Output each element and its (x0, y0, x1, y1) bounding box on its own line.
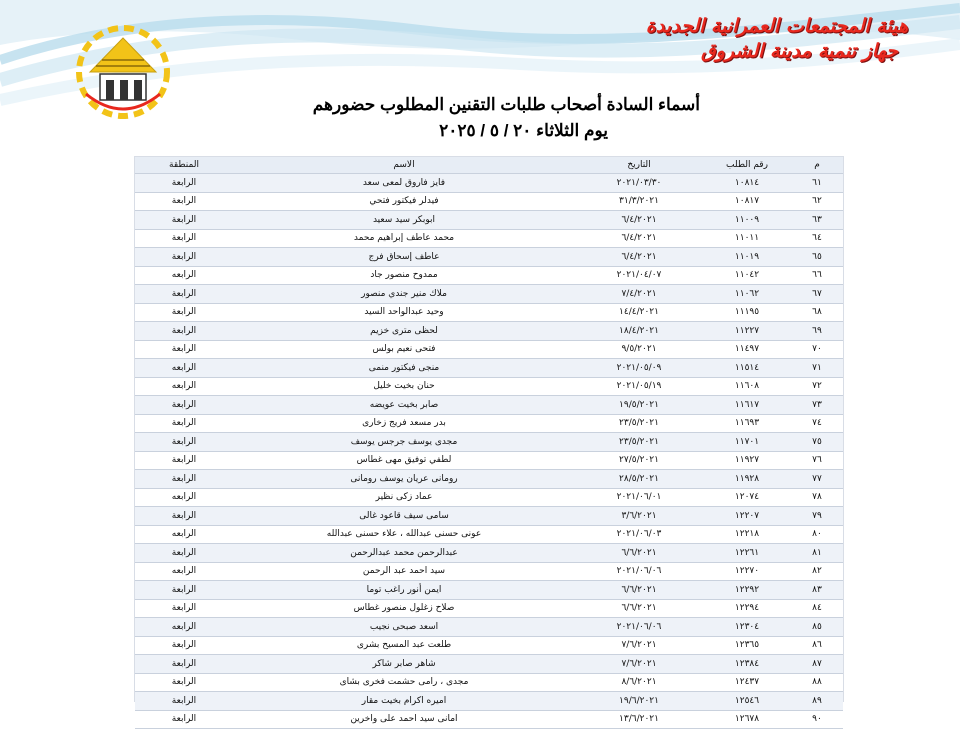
table-row (135, 710, 843, 729)
cell-zone: الرابعة (135, 285, 233, 304)
cell-num: ٨٦ (791, 636, 843, 655)
cell-date: ٨/٦/٢٠٢١ (575, 673, 703, 692)
cell-num: ٧٧ (791, 470, 843, 489)
cell-name: عماد زكى نظير (233, 488, 575, 507)
cell-num: ٧١ (791, 359, 843, 378)
cell-request: ١٢٢٩٤ (703, 599, 791, 618)
cell-date: ٦/٤/٢٠٢١ (575, 248, 703, 267)
cell-zone: الرابعة (135, 655, 233, 674)
cell-zone: الرابعة (135, 581, 233, 600)
cell-num: ٧٠ (791, 340, 843, 359)
table-row (135, 266, 843, 285)
table-row (135, 488, 843, 507)
cell-name: حنان بخيت خليل (233, 377, 575, 396)
cell-name: ممدوح منصور جاد (233, 266, 575, 285)
cell-zone: الرابعة (135, 340, 233, 359)
cell-num: ٦٨ (791, 303, 843, 322)
cell-request: ١١٩٢٧ (703, 451, 791, 470)
table-row (135, 507, 843, 526)
cell-zone: الرابعة (135, 248, 233, 267)
cell-num: ٨٥ (791, 618, 843, 637)
cell-date: ٩/٥/٢٠٢١ (575, 340, 703, 359)
cell-date: ١٩/٥/٢٠٢١ (575, 396, 703, 415)
header-request: رقم الطلب (703, 157, 791, 174)
cell-date: ٢٧/٥/٢٠٢١ (575, 451, 703, 470)
cell-request: ١٢٢٦١ (703, 544, 791, 563)
organization-name: هيئة المجتمعات العمرانية الجديدة (645, 15, 908, 37)
table-row (135, 285, 843, 304)
cell-zone: الرابعه (135, 525, 233, 544)
cell-num: ٧٣ (791, 396, 843, 415)
cell-name: وحيد عبدالواحد السيد (233, 303, 575, 322)
cell-date: ٢٠٢١/٠٥/١٩ (575, 377, 703, 396)
cell-name: ابوبكر سيد سعيد (233, 211, 575, 230)
table-row (135, 692, 843, 711)
table-row (135, 377, 843, 396)
cell-date: ٣/٦/٢٠٢١ (575, 507, 703, 526)
title-date-line: يوم الثلاثاء ٢٠ / ٥ / ٢٠٢٥ (439, 121, 608, 140)
cell-request: ١٢٢٧٠ (703, 562, 791, 581)
cell-name: صلاح زغلول منصور غطاس (233, 599, 575, 618)
table-row (135, 451, 843, 470)
header-num: م (791, 157, 843, 174)
cell-date: ٦/٦/٢٠٢١ (575, 581, 703, 600)
cell-date: ٢٠٢١/٠٥/٠٩ (575, 359, 703, 378)
table-row (135, 192, 843, 211)
cell-num: ٨٩ (791, 692, 843, 711)
cell-zone: الرابعه (135, 377, 233, 396)
cell-name: فيدلر فيكتور فتحي (233, 192, 575, 211)
table-row (135, 340, 843, 359)
cell-num: ٧٨ (791, 488, 843, 507)
cell-num: ٧٥ (791, 433, 843, 452)
cell-zone: الرابعة (135, 414, 233, 433)
cell-date: ٢٠٢١/٠٦/٠٣ (575, 525, 703, 544)
cell-num: ٦٧ (791, 285, 843, 304)
cell-name: لحظى مترى خزيم (233, 322, 575, 341)
cell-date: ٧/٤/٢٠٢١ (575, 285, 703, 304)
cell-zone: الرابعة (135, 396, 233, 415)
cell-name: ملاك منير جندي منصور (233, 285, 575, 304)
cell-num: ٦٦ (791, 266, 843, 285)
cell-name: ايمن أنور راغب توما (233, 581, 575, 600)
cell-request: ١١٢٢٧ (703, 322, 791, 341)
cell-zone: الرابعه (135, 562, 233, 581)
cell-num: ٩٠ (791, 710, 843, 729)
cell-zone: الرابعة (135, 451, 233, 470)
cell-zone: الرابعه (135, 266, 233, 285)
cell-date: ٧/٦/٢٠٢١ (575, 636, 703, 655)
cell-name: مجدى ، رامى حشمت فخرى بشاى (233, 673, 575, 692)
cell-request: ١٠٨١٧ (703, 192, 791, 211)
cell-date: ٦/٦/٢٠٢١ (575, 599, 703, 618)
cell-num: ٨٢ (791, 562, 843, 581)
cell-request: ١٢٣٦٥ (703, 636, 791, 655)
cell-zone: الرابعة (135, 507, 233, 526)
cell-date: ٦/٤/٢٠٢١ (575, 229, 703, 248)
cell-date: ٢٣/٥/٢٠٢١ (575, 414, 703, 433)
cell-zone: الرابعة (135, 322, 233, 341)
cell-zone: الرابعة (135, 229, 233, 248)
cell-name: اميره اكرام بخيت مقار (233, 692, 575, 711)
cell-zone: الرابعه (135, 359, 233, 378)
cell-num: ٨٣ (791, 581, 843, 600)
cell-request: ١١٠٦٢ (703, 285, 791, 304)
cell-num: ٧٤ (791, 414, 843, 433)
cell-num: ٨١ (791, 544, 843, 563)
cell-num: ٦١ (791, 174, 843, 193)
cell-request: ١١٠١٩ (703, 248, 791, 267)
document-title (200, 92, 700, 144)
attendees-table (135, 157, 843, 729)
cell-request: ١٢٥٤٦ (703, 692, 791, 711)
table-row (135, 618, 843, 637)
cell-request: ١١٧٠١ (703, 433, 791, 452)
cell-zone: الرابعة (135, 211, 233, 230)
table-row (135, 229, 843, 248)
cell-name: منجى فيكتور منمى (233, 359, 575, 378)
cell-zone: الرابعة (135, 599, 233, 618)
cell-request: ١١٦١٧ (703, 396, 791, 415)
table-row (135, 414, 843, 433)
cell-date: ٢٠٢١/٠٤/٠٧ (575, 266, 703, 285)
cell-name: عاطف إسحاق فرج (233, 248, 575, 267)
cell-date: ٢٠٢١/٠٦/٠٦ (575, 618, 703, 637)
cell-num: ٦٩ (791, 322, 843, 341)
cell-request: ١٠٨١٤ (703, 174, 791, 193)
cell-num: ٦٤ (791, 229, 843, 248)
header-name: الاسم (233, 157, 575, 174)
cell-date: ١٣/٦/٢٠٢١ (575, 710, 703, 729)
cell-name: اسعد صبحى نجيب (233, 618, 575, 637)
cell-zone: الرابعه (135, 488, 233, 507)
table-row (135, 581, 843, 600)
cell-num: ٨٧ (791, 655, 843, 674)
cell-request: ١٢٣٠٤ (703, 618, 791, 637)
attendees-table-container (134, 156, 844, 725)
header-zone: المنطقة (135, 157, 233, 174)
cell-num: ٧٦ (791, 451, 843, 470)
cell-zone: الرابعة (135, 544, 233, 563)
cell-request: ١١٠٠٩ (703, 211, 791, 230)
cell-request: ١١٤٩٧ (703, 340, 791, 359)
cell-date: ١٤/٤/٢٠٢١ (575, 303, 703, 322)
cell-date: ٢٨/٥/٢٠٢١ (575, 470, 703, 489)
cell-request: ١١٦٠٨ (703, 377, 791, 396)
cell-date: ٢٣/٥/٢٠٢١ (575, 433, 703, 452)
cell-request: ١٢٤٣٧ (703, 673, 791, 692)
cell-request: ١٢٦٧٨ (703, 710, 791, 729)
cell-request: ١١٥١٤ (703, 359, 791, 378)
cell-zone: الرابعة (135, 470, 233, 489)
cell-num: ٨٨ (791, 673, 843, 692)
cell-date: ٧/٦/٢٠٢١ (575, 655, 703, 674)
organization-header (468, 14, 908, 64)
cell-request: ١١٩٢٨ (703, 470, 791, 489)
cell-num: ٨٤ (791, 599, 843, 618)
cell-request: ١٢٢٩٢ (703, 581, 791, 600)
cell-num: ٦٥ (791, 248, 843, 267)
table-row (135, 636, 843, 655)
table-row (135, 433, 843, 452)
cell-num: ٧٩ (791, 507, 843, 526)
cell-num: ٦٣ (791, 211, 843, 230)
cell-name: لطفي توفيق مهى غطاس (233, 451, 575, 470)
cell-date: ٣١/٣/٢٠٢١ (575, 192, 703, 211)
table-row (135, 359, 843, 378)
cell-name: بدر مسعد فريج زخارى (233, 414, 575, 433)
cell-name: صابر بخيت عويضه (233, 396, 575, 415)
cell-num: ٧٢ (791, 377, 843, 396)
table-header-row (135, 157, 843, 174)
table-row (135, 544, 843, 563)
city-authority-name: جهاز تنمية مدينة الشروق (700, 40, 898, 62)
cell-name: مجدى يوسف جرجس يوسف (233, 433, 575, 452)
cell-request: ١١٠١١ (703, 229, 791, 248)
table-row (135, 174, 843, 193)
cell-date: ٦/٦/٢٠٢١ (575, 544, 703, 563)
cell-zone: الرابعة (135, 692, 233, 711)
cell-name: رومانى عريان يوسف رومانى (233, 470, 575, 489)
table-row (135, 248, 843, 267)
cell-request: ١٢٠٧٤ (703, 488, 791, 507)
title-line-1: أسماء السادة أصحاب طلبات التقنين المطلوب حضورهم (312, 95, 700, 114)
cell-date: ١٩/٦/٢٠٢١ (575, 692, 703, 711)
cell-name: سامى سيف قاعود غالى (233, 507, 575, 526)
header-date: التاريخ (575, 157, 703, 174)
cell-request: ١١٠٤٢ (703, 266, 791, 285)
table-row (135, 211, 843, 230)
cell-name: شاهر صابر شاكر (233, 655, 575, 674)
cell-request: ١١٦٩٣ (703, 414, 791, 433)
cell-zone: الرابعة (135, 710, 233, 729)
cell-name: محمد عاطف إبراهيم محمد (233, 229, 575, 248)
cell-name: فتحى نعيم بولس (233, 340, 575, 359)
cell-name: امانى سيد احمد على واخرين (233, 710, 575, 729)
cell-num: ٨٠ (791, 525, 843, 544)
cell-name: فايز فاروق لمعى سعد (233, 174, 575, 193)
cell-zone: الرابعة (135, 303, 233, 322)
cell-zone: الرابعه (135, 618, 233, 637)
authority-logo (74, 24, 172, 120)
table-row (135, 599, 843, 618)
cell-name: سيد احمد عبد الرحمن (233, 562, 575, 581)
cell-date: ٦/٤/٢٠٢١ (575, 211, 703, 230)
cell-date: ٢٠٢١/٠٦/٠٦ (575, 562, 703, 581)
cell-request: ١٢٣٨٤ (703, 655, 791, 674)
cell-request: ١٢٢١٨ (703, 525, 791, 544)
cell-name: طلعت عبد المسيح بشرى (233, 636, 575, 655)
cell-zone: الرابعة (135, 673, 233, 692)
table-row (135, 562, 843, 581)
cell-num: ٦٢ (791, 192, 843, 211)
cell-zone: الرابعة (135, 174, 233, 193)
table-row (135, 470, 843, 489)
table-row (135, 322, 843, 341)
cell-zone: الرابعة (135, 192, 233, 211)
cell-name: عونى حسنى عبدالله ، علاء حسنى عبدالله (233, 525, 575, 544)
cell-date: ٢٠٢١/٠٣/٣٠ (575, 174, 703, 193)
table-row (135, 303, 843, 322)
table-row (135, 525, 843, 544)
cell-zone: الرابعة (135, 433, 233, 452)
cell-date: ١٨/٤/٢٠٢١ (575, 322, 703, 341)
cell-name: عبدالرحمن محمد عبدالرحمن (233, 544, 575, 563)
cell-request: ١٢٢٠٧ (703, 507, 791, 526)
table-row (135, 396, 843, 415)
table-row (135, 673, 843, 692)
cell-request: ١١١٩٥ (703, 303, 791, 322)
cell-date: ٢٠٢١/٠٦/٠١ (575, 488, 703, 507)
cell-zone: الرابعة (135, 636, 233, 655)
table-row (135, 655, 843, 674)
